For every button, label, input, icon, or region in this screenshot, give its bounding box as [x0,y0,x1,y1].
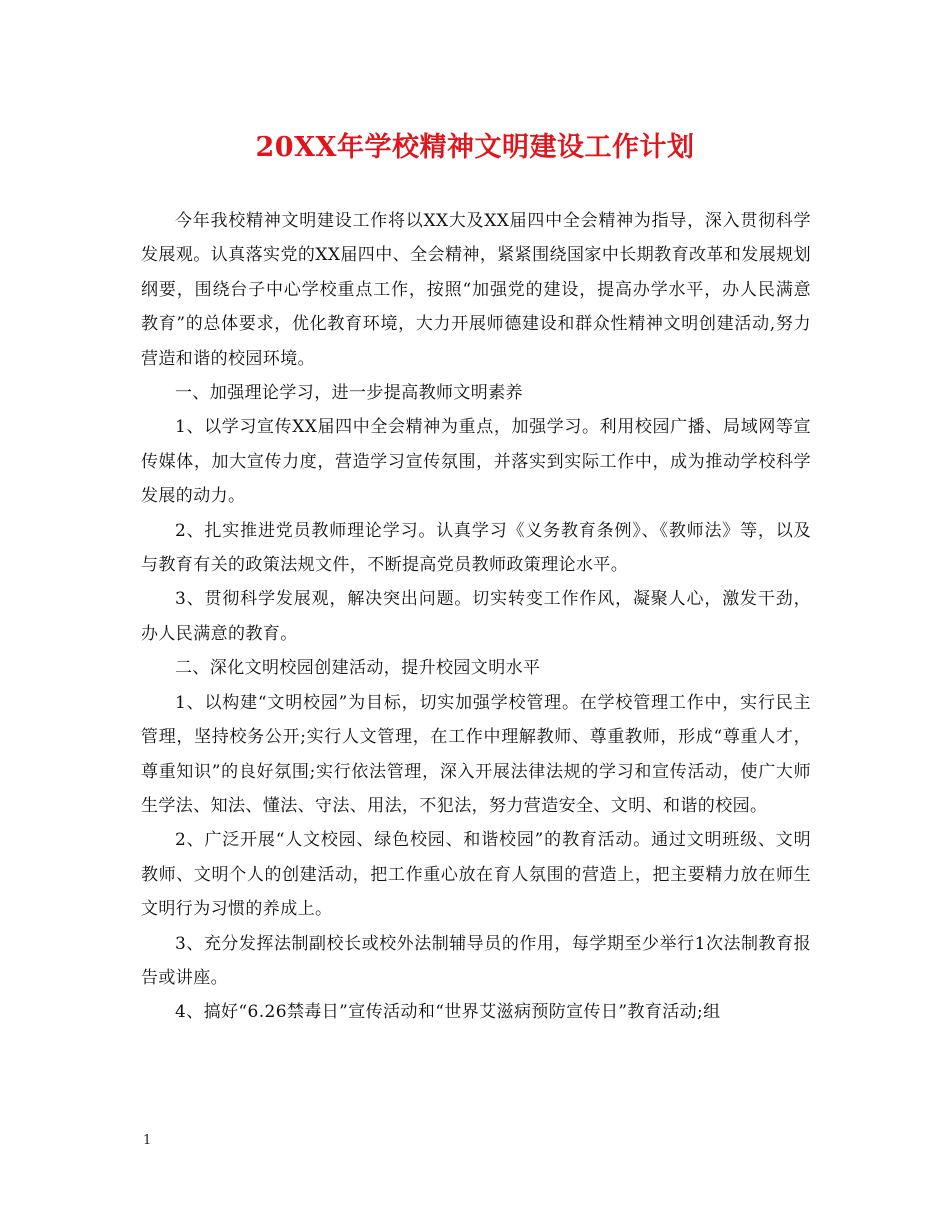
paragraph-2-4: 4、搞好“6.26禁毒日”宣传活动和“世界艾滋病预防宣传日”教育活动;组 [175,1002,721,1023]
paragraph-2-3: 3、充分发挥法制副校长或校外法制辅导员的作用，每学期至少举行1次法制教育报告或讲座。 [141,933,811,988]
document-body [141,204,811,1030]
section-heading-1: 一、加强理论学习，进一步提高教师文明素养 [175,383,523,404]
paragraph-2-2: 2、广泛开展“人文校园、绿色校园、和谐校园”的教育活动。通过文明班级、文明教师、文明个人的创建活动，把工作重心放在育人氛围的营造上，把主要精力放在师生文明行为习惯的养成上。 [141,830,811,920]
paragraph-intro: 今年我校精神文明建设工作将以XX大及XX届四中全会精神为指导，深入贯彻科学发展观。认真落实党的XX届四中、全会精神，紧紧围绕国家中长期教育改革和发展规划纲要，围绕台子中心学校重点工作，按照“加强党的建设，提高办学水平，办人民满意教育”的总体要求，优化教育环境，大力开展师德建设和群众性精神文明创建活动,努力营造和谐的校园环境。 [141,211,811,369]
paragraph-1-2: 2、扎实推进党员教师理论学习。认真学习《义务教育条例》、《教师法》等，以及与教育有关的政策法规文件，不断提高党员教师政策理论水平。 [141,520,811,576]
paragraph-1-3: 3、贯彻科学发展观，解决突出问题。切实转变工作作风，凝聚人心，激发干劲，办人民满意的教育。 [141,589,811,644]
paragraph-1-1: 1、以学习宣传XX届四中全会精神为重点，加强学习。利用校园广播、局域网等宣传媒体，加大宣传力度，营造学习宣传氛围，并落实到实际工作中，成为推动学校科学发展的动力。 [141,417,811,507]
section-heading-2: 二、深化文明校园创建活动，提升校园文明水平 [175,658,541,679]
page-number: 1 [143,1133,152,1148]
paragraph-2-1: 1、以构建“文明校园”为目标，切实加强学校管理。在学校管理工作中，实行民主管理，坚持校务公开;实行人文管理，在工作中理解教师、尊重教师，形成“尊重人才，尊重知识”的良好氛围;实行依法管理，深入开展法律法规的学习和宣传活动，使广大师生学法、知法、懂法、守法、用法，不犯法，努力营造安全、文明、和谐的校园。 [141,692,811,816]
document-title: 20XX年学校精神文明建设工作计划 [255,132,695,163]
